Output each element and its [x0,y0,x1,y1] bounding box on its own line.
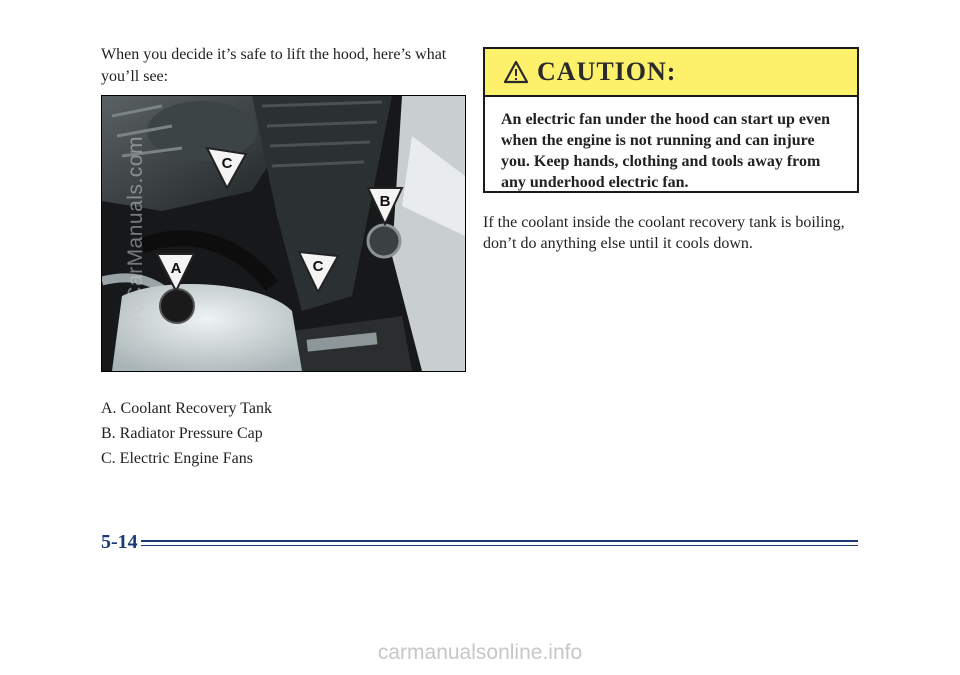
engine-compartment-illustration [102,96,465,371]
intro-text: When you decide it’s safe to lift the hood, here’s what you’ll see: [101,46,447,85]
marker-label: A [170,260,182,277]
caution-header [485,49,857,97]
legend-item: A. Coolant Recovery Tank [101,400,272,417]
legend-item: C. Electric Engine Fans [101,450,253,467]
caution-title: CAUTION: [537,57,677,86]
marker-label: C [221,155,233,172]
page-number: 5-14 [101,531,138,553]
footer-rule [141,540,858,542]
coolant-boiling-text: If the coolant inside the coolant recovery tank is boiling, don’t do anything else until it cools down. [483,214,845,252]
legend-list [101,396,272,471]
footer-rule [141,545,858,546]
watermark: ProCarManuals.com [124,136,147,336]
marker-label: B [379,193,391,210]
caution-box [483,47,859,193]
caution-text: An electric fan under the hood can start up even when the engine is not running and can injure you. Keep hands, clothing and tools away from any underhood electric fan. [501,111,831,191]
legend-item: B. Radiator Pressure Cap [101,425,263,442]
engine-photo [101,95,466,372]
marker-label: C [312,258,324,275]
site-watermark: carmanualsonline.info [377,641,583,664]
warning-triangle-icon [503,60,529,84]
